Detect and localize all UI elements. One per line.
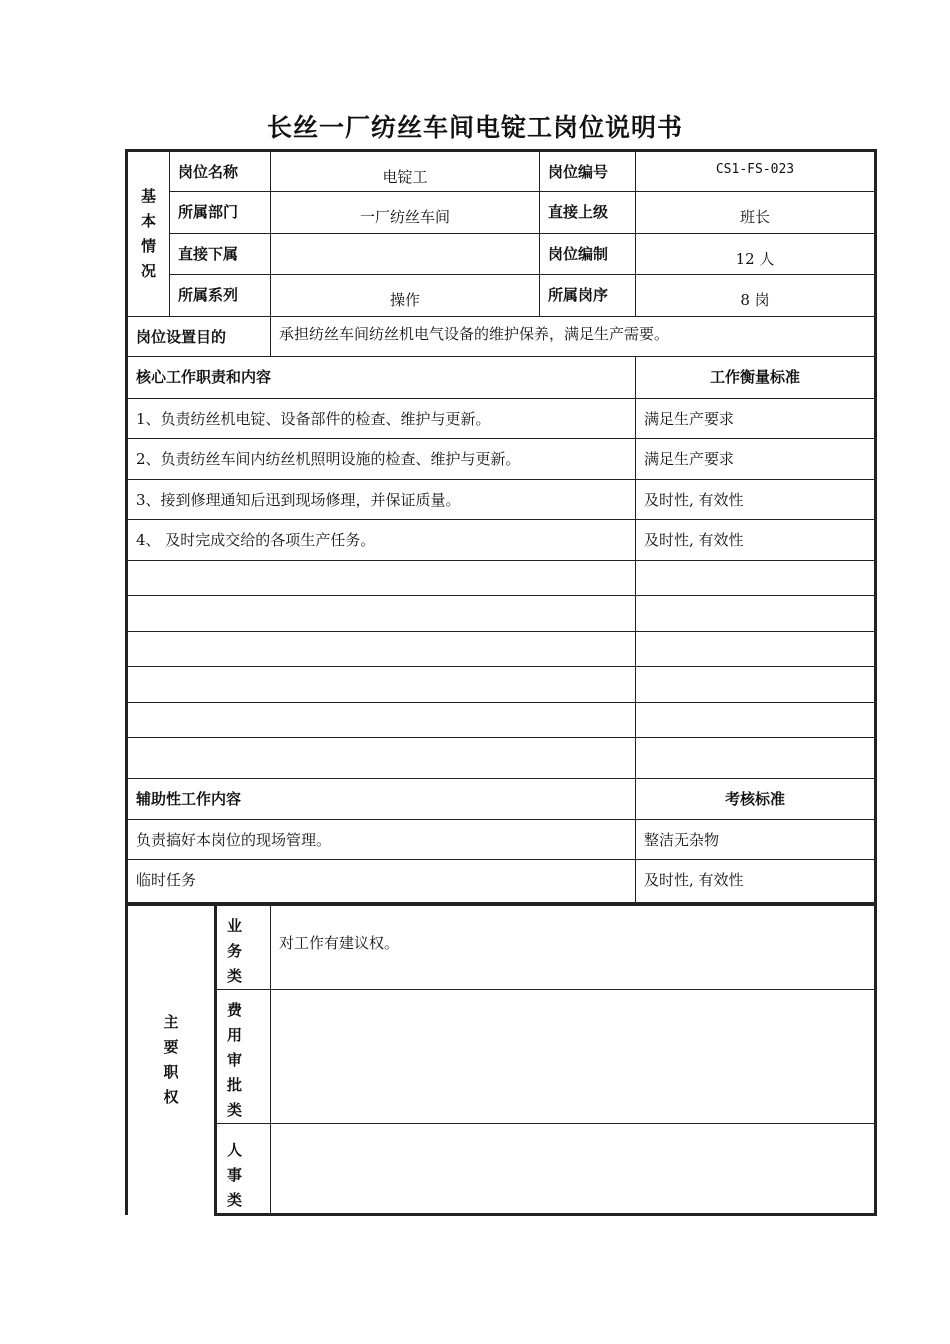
value-series: 操作 — [271, 275, 540, 317]
label-position-code: 岗位编号 — [540, 151, 636, 192]
basic-info-section-label: 基 本 情 况 — [127, 151, 170, 317]
authority-label-personnel: 人事类 — [216, 1124, 271, 1215]
value-rank: 8 岗 — [636, 275, 876, 317]
label-rank: 所属岗序 — [540, 275, 636, 317]
core-standard-1: 满足生产要求 — [636, 399, 876, 439]
aux-standard-header: 考核标准 — [636, 779, 876, 820]
label-headcount: 岗位编制 — [540, 234, 636, 275]
purpose-text: 承担纺丝车间纺丝机电气设备的维护保养，满足生产需要。 — [271, 317, 876, 357]
core-standard-4: 及时性, 有效性 — [636, 520, 876, 561]
core-standard-2: 满足生产要求 — [636, 439, 876, 480]
core-duty-3: 3、接到修理通知后迅到现场修理，并保证质量。 — [127, 480, 636, 520]
table-row — [127, 399, 876, 439]
value-direct-superior: 班长 — [636, 192, 876, 234]
empty-row — [127, 632, 876, 667]
core-duty-4: 4、 及时完成交给的各项生产任务。 — [127, 520, 636, 561]
label-position-name: 岗位名称 — [170, 151, 271, 192]
empty-row — [127, 561, 876, 596]
job-description-table — [125, 149, 877, 903]
authority-text-personnel — [271, 1124, 876, 1215]
core-duty-2: 2、负责纺丝车间内纺丝机照明设施的检查、维护与更新。 — [127, 439, 636, 480]
table-row — [127, 820, 876, 860]
table-row — [127, 520, 876, 561]
aux-standard-2: 及时性, 有效性 — [636, 860, 876, 903]
core-duty-1: 1、负责纺丝机电锭、设备部件的检查、维护与更新。 — [127, 399, 636, 439]
core-duties-header: 核心工作职责和内容 — [127, 357, 636, 399]
value-department: 一厂纺丝车间 — [271, 192, 540, 234]
aux-duties-header: 辅助性工作内容 — [127, 779, 636, 820]
value-position-name: 电锭工 — [271, 151, 540, 192]
label-department: 所属部门 — [170, 192, 271, 234]
purpose-label: 岗位设置目的 — [127, 317, 271, 357]
empty-row — [127, 738, 876, 779]
label-direct-superior: 直接上级 — [540, 192, 636, 234]
table-row — [127, 439, 876, 480]
authority-section-label: 主 要 职 权 — [127, 905, 216, 1215]
empty-row — [127, 596, 876, 632]
authority-label-business: 业务类 — [216, 905, 271, 990]
table-row — [127, 480, 876, 520]
aux-duty-1: 负责搞好本岗位的现场管理。 — [127, 820, 636, 860]
empty-row — [127, 703, 876, 738]
aux-duty-2: 临时任务 — [127, 860, 636, 903]
empty-row — [127, 667, 876, 703]
label-series: 所属系列 — [170, 275, 271, 317]
authority-table — [125, 903, 877, 1216]
value-headcount: 12 人 — [636, 234, 876, 275]
authority-label-expense: 费用审批类 — [216, 990, 271, 1124]
page-title: 长丝一厂纺丝车间电锭工岗位说明书 — [266, 113, 683, 142]
authority-text-expense — [271, 990, 876, 1124]
authority-text-business: 对工作有建议权。 — [271, 905, 876, 990]
aux-standard-1: 整洁无杂物 — [636, 820, 876, 860]
value-subordinates — [271, 234, 540, 275]
value-position-code: CS1-FS-023 — [636, 151, 876, 192]
table-row — [127, 860, 876, 903]
label-subordinates: 直接下属 — [170, 234, 271, 275]
core-standard-3: 及时性, 有效性 — [636, 480, 876, 520]
core-standard-header: 工作衡量标准 — [636, 357, 876, 399]
